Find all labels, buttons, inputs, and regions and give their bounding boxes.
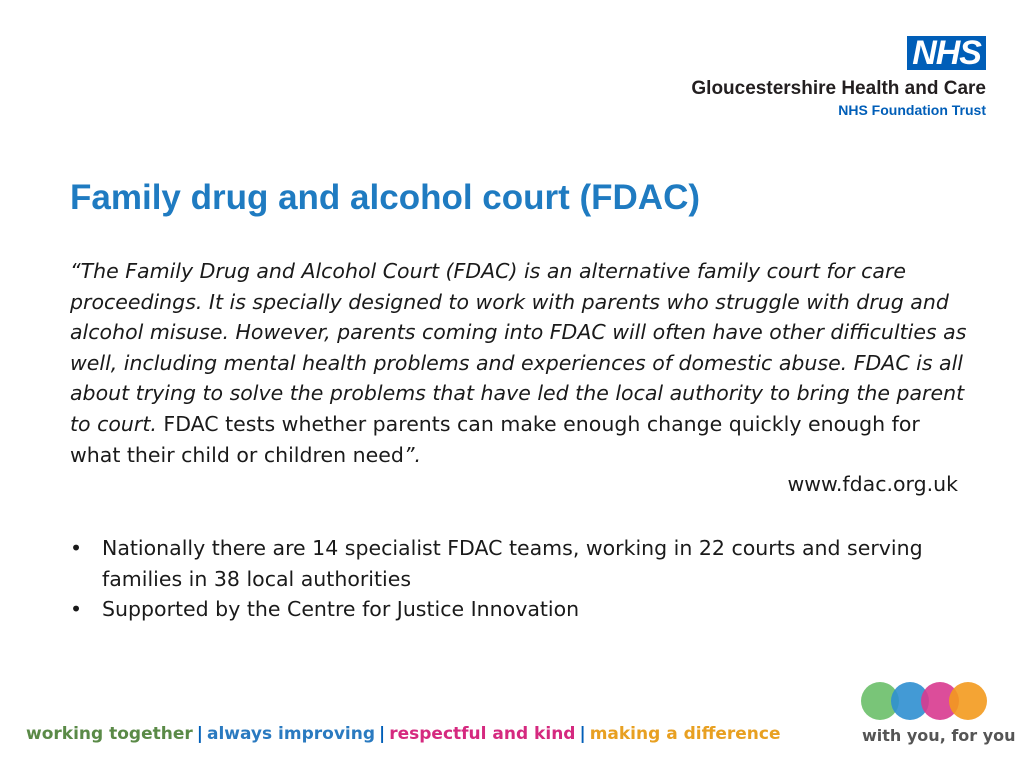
org-subtitle: NHS Foundation Trust bbox=[838, 102, 986, 118]
quote-normal-text: FDAC tests whether parents can make enough change quickly enough for what their child or children need bbox=[70, 411, 920, 467]
list-item bbox=[70, 594, 950, 625]
value-working-together: working together bbox=[26, 724, 193, 744]
bullet-text: Supported by the Centre for Justice Innovation bbox=[102, 597, 580, 622]
quote-closing-mark: ”. bbox=[403, 442, 421, 467]
bullet-icon: • bbox=[70, 597, 83, 622]
tagline: with you, for you bbox=[862, 726, 1016, 745]
nhs-logo: NHS bbox=[907, 36, 986, 70]
trust-values-bar bbox=[26, 724, 781, 744]
value-making-a-difference: making a difference bbox=[589, 724, 781, 744]
value-separator: | bbox=[379, 724, 386, 744]
bullet-list bbox=[70, 533, 950, 625]
value-always-improving: always improving bbox=[206, 724, 375, 744]
bullet-text: Nationally there are 14 specialist FDAC teams, working in 22 courts and serving families in 38 local authorities bbox=[102, 536, 923, 591]
org-name: Gloucestershire Health and Care bbox=[691, 78, 986, 99]
value-respectful-and-kind: respectful and kind bbox=[389, 724, 576, 744]
value-separator: | bbox=[196, 724, 203, 744]
orange-circle-icon bbox=[949, 682, 987, 720]
source-link[interactable]: www.fdac.org.uk bbox=[787, 472, 958, 496]
trust-logo bbox=[691, 36, 986, 118]
slide-title: Family drug and alcohol court (FDAC) bbox=[70, 178, 701, 217]
value-separator: | bbox=[579, 724, 586, 744]
bullet-icon: • bbox=[70, 536, 83, 560]
fdac-quote bbox=[70, 256, 970, 470]
list-item bbox=[70, 533, 950, 594]
quote-italic-text: “The Family Drug and Alcohol Court (FDAC) is an alternative family court for care proceedings. It is specially designed to work with parents who struggle with drug and alcohol misuse. However, parents coming into FDAC will often have other difficulties as well, including mental health problems and experiences of domestic abuse. FDAC is all about trying to solve the problems that have led the local authority to bring the parent to court. bbox=[70, 259, 967, 436]
overlapping-circles-logo bbox=[861, 682, 991, 722]
